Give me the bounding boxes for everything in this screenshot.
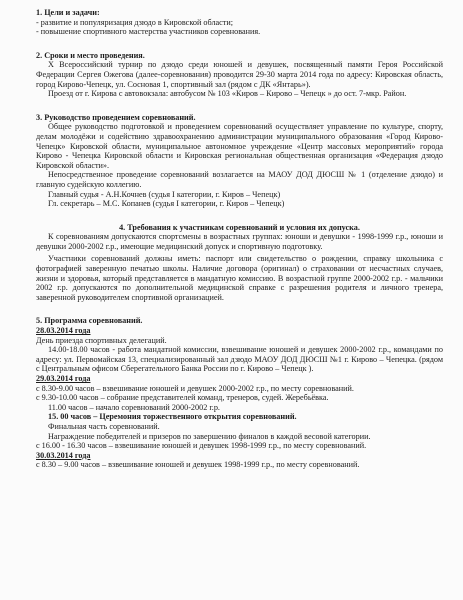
goal-item-2: - повышение спортивного мастерства участников соревнования. xyxy=(36,27,261,37)
day-2-opening: 15. 00 часов – Церемония торжественного открытия соревнований. xyxy=(48,412,297,422)
day-2-meeting: с 9.30-10.00 часов – собрание представителей команд, тренеров, судей. Жеребьёвка. xyxy=(36,393,329,403)
documents-paragraph: Участники соревнований должны иметь: паспорт или свидетельство о рождении, справку школьника с фотографией заверенную печатью школы. Наличие договора (оригинал) о страховании от несчастных случаев, жизни и здоровья, который представляется в мандатную комиссию. В возрастной группе 2000-2002 г.р. - мальчики 2002 г.р. допускаются по дополнительной медицинской справке с разрешения родителя и личного тренера, заверенной руководителем спортивной организацией. xyxy=(36,254,443,302)
day-3-date: 30.03.2014 года xyxy=(36,450,91,460)
day-2-weighing-older: с 16.00 - 16.30 часов – взвешивание юношей и девушек 1998-1999 г.р., по месту соревнований. xyxy=(36,441,367,451)
day-3-weighing: с 8.30 – 9.00 часов – взвешивание юношей и девушек 1998-1999 г.р., по месту соревнований. xyxy=(36,460,360,470)
section-2-title: 2. Сроки и место проведения. xyxy=(36,50,145,60)
chief-judge: Главный судья - А.Н.Кочнев (судья I категории, г. Киров – Чепецк) xyxy=(48,189,281,199)
direct-management-paragraph: Непосредственное проведение соревнований возлагается на МАОУ ДОД ДЮСШ № 1 (отделение дзюдо) и главную судейскую коллегию. xyxy=(36,170,443,189)
section-5-title: 5. Программа соревнований. xyxy=(36,316,143,326)
chief-secretary: Гл. секретарь – М.С. Копанев (судья I категории, г. Киров – Чепецк) xyxy=(48,199,285,209)
management-paragraph: Общее руководство подготовкой и проведением соревнований осуществляет управление по культуре, спорту, делам молодёжи и содействию здравоохранению администрации муниципального образования «Город Кирово-Чепецк» Кировской области, муниципальное автономное учреждение «Центр массовых мероприятий» города Кирово - Чепецка Кировской области и Кировская региональная общественная организация «Федерация дзюдо Кировской области». xyxy=(36,122,443,170)
dates-paragraph: X Всероссийский турнир по дзюдо среди юношей и девушек, посвященный памяти Героя Российской Федерации Сергея Ожегова (далее-соревнования) проводится 29-30 марта 2014 года по адресу: Кировская область, город Кирово-Чепецк, ул. Сосновая 1, спортивный зал (рядом с ДК «Янтарь»). xyxy=(36,60,443,89)
day-2-start: 11.00 часов – начало соревнований 2000-2002 г.р. xyxy=(48,402,220,412)
travel-paragraph: Проезд от г. Кирова с автовокзала: автобусом № 103 «Киров – Кирово – Чепецк » до ост. 7-мкр. Район. xyxy=(48,89,407,99)
section-3-title: 3. Руководство проведением соревнований. xyxy=(36,112,196,122)
section-1-title: 1. Цели и задачи: xyxy=(36,8,100,17)
admission-paragraph: К соревнованиям допускаются спортсмены в возрастных группах: юноши и девушки - 1998-1999 г.р., юноши и девушки 2000-2002 г.р., имеющие медицинский допуск и спортивную подготовку. xyxy=(36,232,443,251)
day-1-commission: 14.00-18.00 часов - работа мандатной комиссии, взвешивание юношей и девушек 2000-2002 г.р., командами по адресу: ул. Первомайская 13, специализированный зал дзюдо МАОУ ДОД ДЮСШ №1 г. Кирово – Чепецка. (рядом с Центральным офисом Сберегательного Банка России по г. Кирово – Чепецк ). xyxy=(36,345,443,374)
day-2-weighing: с 8.30-9.00 часов – взвешивание юношей и девушек 2000-2002 г.р., по месту соревнований. xyxy=(36,383,354,393)
day-1-date: 28.03.2014 года xyxy=(36,326,91,336)
section-4-title: 4. Требования к участникам соревнований и условия их допуска. xyxy=(119,222,360,232)
day-1-arrival: День приезда спортивных делегаций. xyxy=(36,335,167,345)
day-2-date: 29.03.2014 года xyxy=(36,374,91,383)
day-2-awards: Награждение победителей и призеров по завершению финалов в каждой весовой категории. xyxy=(48,431,371,441)
goal-item-1: - развитие и популяризация дзюдо в Кировской области; xyxy=(36,17,234,27)
day-2-finals: Финальная часть соревнований. xyxy=(48,421,160,431)
